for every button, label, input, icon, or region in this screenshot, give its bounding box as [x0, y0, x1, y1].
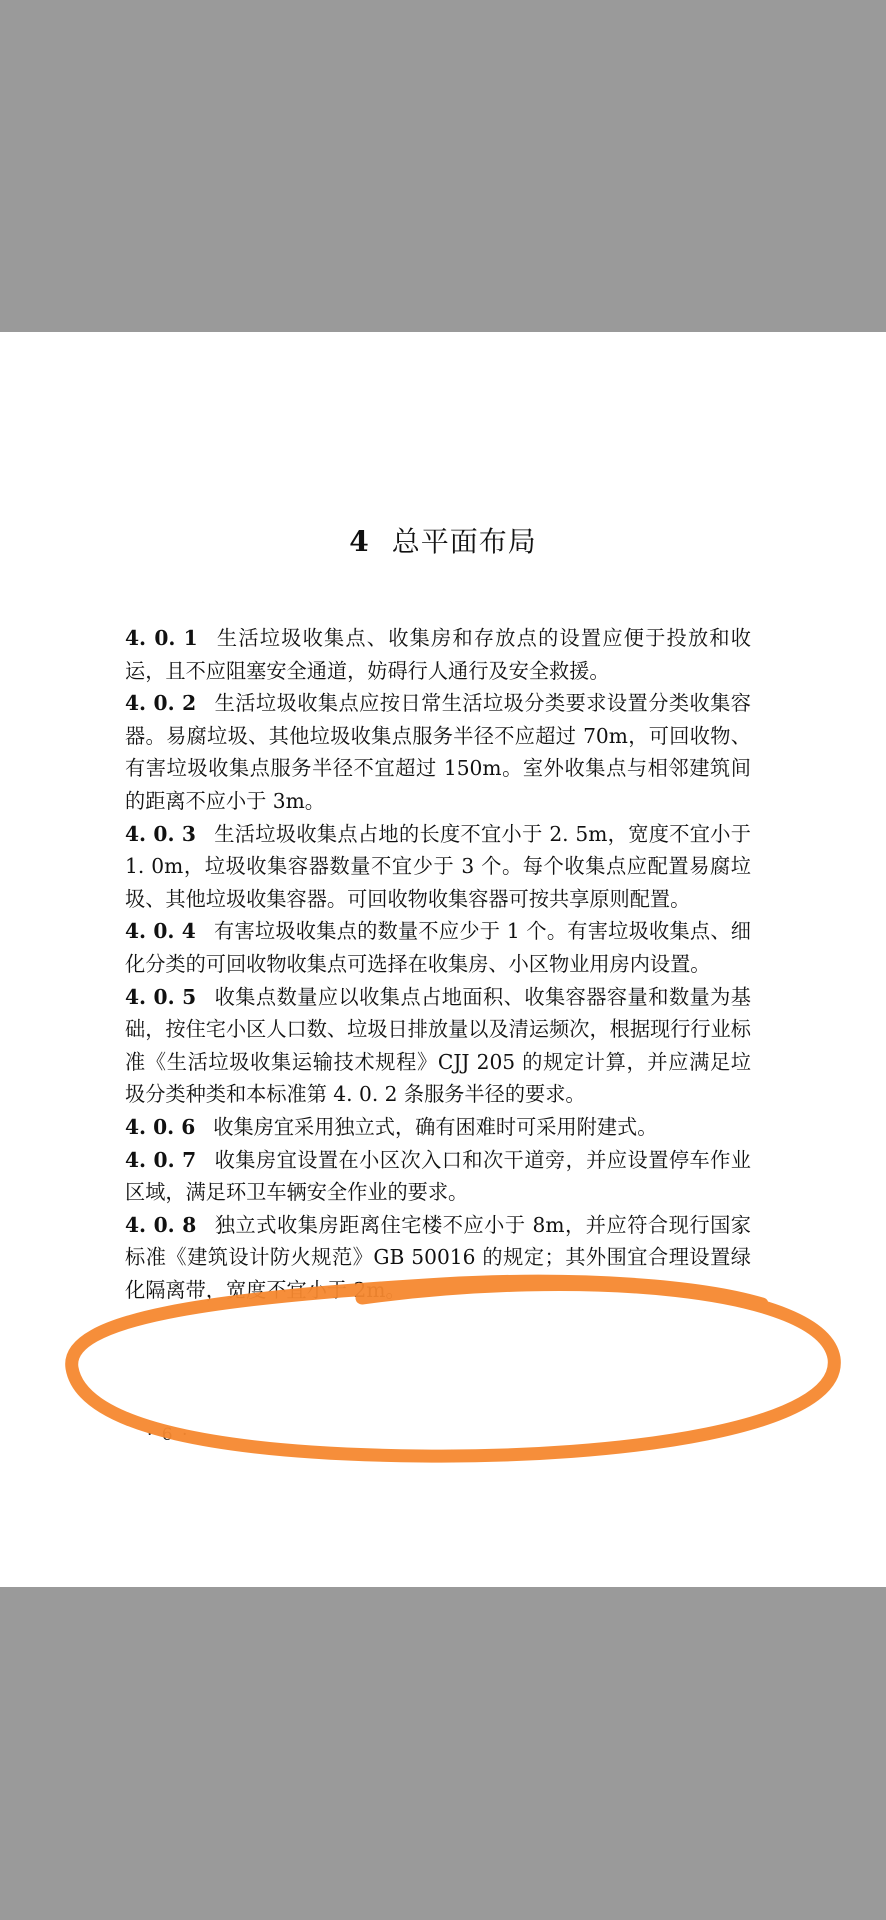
clause-4-0-4	[125, 915, 751, 980]
clause-number: 4. 0. 5	[125, 984, 197, 1009]
clause-text: 独立式收集房距离住宅楼不应小于 8m，并应符合现行国家标准《建筑设计防火规范》GB 50016 的规定；其外围宜合理设置绿化隔离带，宽度不宜小于 2m。	[125, 1212, 751, 1302]
clause-number: 4. 0. 8	[125, 1212, 197, 1237]
clause-4-0-7	[125, 1144, 751, 1209]
chapter-title-text: 总平面布局	[391, 525, 537, 558]
clause-number: 4. 0. 4	[125, 919, 196, 944]
clause-number: 4. 0. 2	[125, 691, 197, 716]
clause-4-0-1	[125, 622, 751, 687]
clause-number: 4. 0. 7	[125, 1147, 197, 1172]
document-body	[125, 622, 751, 1306]
chapter-number: 4	[349, 525, 370, 558]
top-gray-band	[0, 0, 886, 332]
clause-4-0-8	[125, 1209, 751, 1307]
document-page	[0, 332, 886, 1587]
bottom-gray-band	[0, 1587, 886, 1920]
clause-text: 生活垃圾收集点、收集房和存放点的设置应便于投放和收运，且不应阻塞安全通道，妨碍行人通行及安全救援。	[125, 626, 751, 683]
clause-number: 4. 0. 6	[125, 1114, 196, 1139]
clause-number: 4. 0. 3	[125, 821, 196, 846]
clause-text: 生活垃圾收集点应按日常生活垃圾分类要求设置分类收集容器。易腐垃圾、其他垃圾收集点服务半径不应超过 70m，可回收物、有害垃圾收集点服务半径不宜超过 150m。室外收集点与相邻建筑间的距离不应小于 3m。	[125, 691, 751, 813]
clause-text: 收集房宜采用独立式，确有困难时可采用附建式。	[213, 1114, 658, 1139]
clause-text: 有害垃圾收集点的数量不应少于 1 个。有害垃圾收集点、细化分类的可回收物收集点可选择在收集房、小区物业用房内设置。	[125, 919, 751, 976]
clause-text: 收集房宜设置在小区次入口和次干道旁，并应设置停车作业区域，满足环卫车辆安全作业的要求。	[125, 1147, 751, 1205]
clause-4-0-6	[125, 1111, 751, 1144]
clause-text: 收集点数量应以收集点占地面积、收集容器容量和数量为基础，按住宅小区人口数、垃圾日排放量以及清运频次，根据现行行业标准《生活垃圾收集运输技术规程》CJJ 205 的规定计算，并应满足垃圾分类种类和本标准第 4. 0. 2 条服务半径的要求。	[125, 984, 751, 1107]
clause-text: 生活垃圾收集点占地的长度不宜小于 2. 5m，宽度不宜小于 1. 0m，垃圾收集容器数量不宜少于 3 个。每个收集点应配置易腐垃圾、其他垃圾收集容器。可回收物收集容器可按共享原则配置。	[125, 821, 751, 911]
clause-4-0-3	[125, 818, 751, 916]
chapter-title	[0, 520, 886, 560]
page-number: · 6 ·	[147, 1425, 190, 1445]
clause-number: 4. 0. 1	[125, 626, 198, 650]
clause-4-0-2	[125, 687, 751, 817]
clause-4-0-5	[125, 981, 751, 1111]
